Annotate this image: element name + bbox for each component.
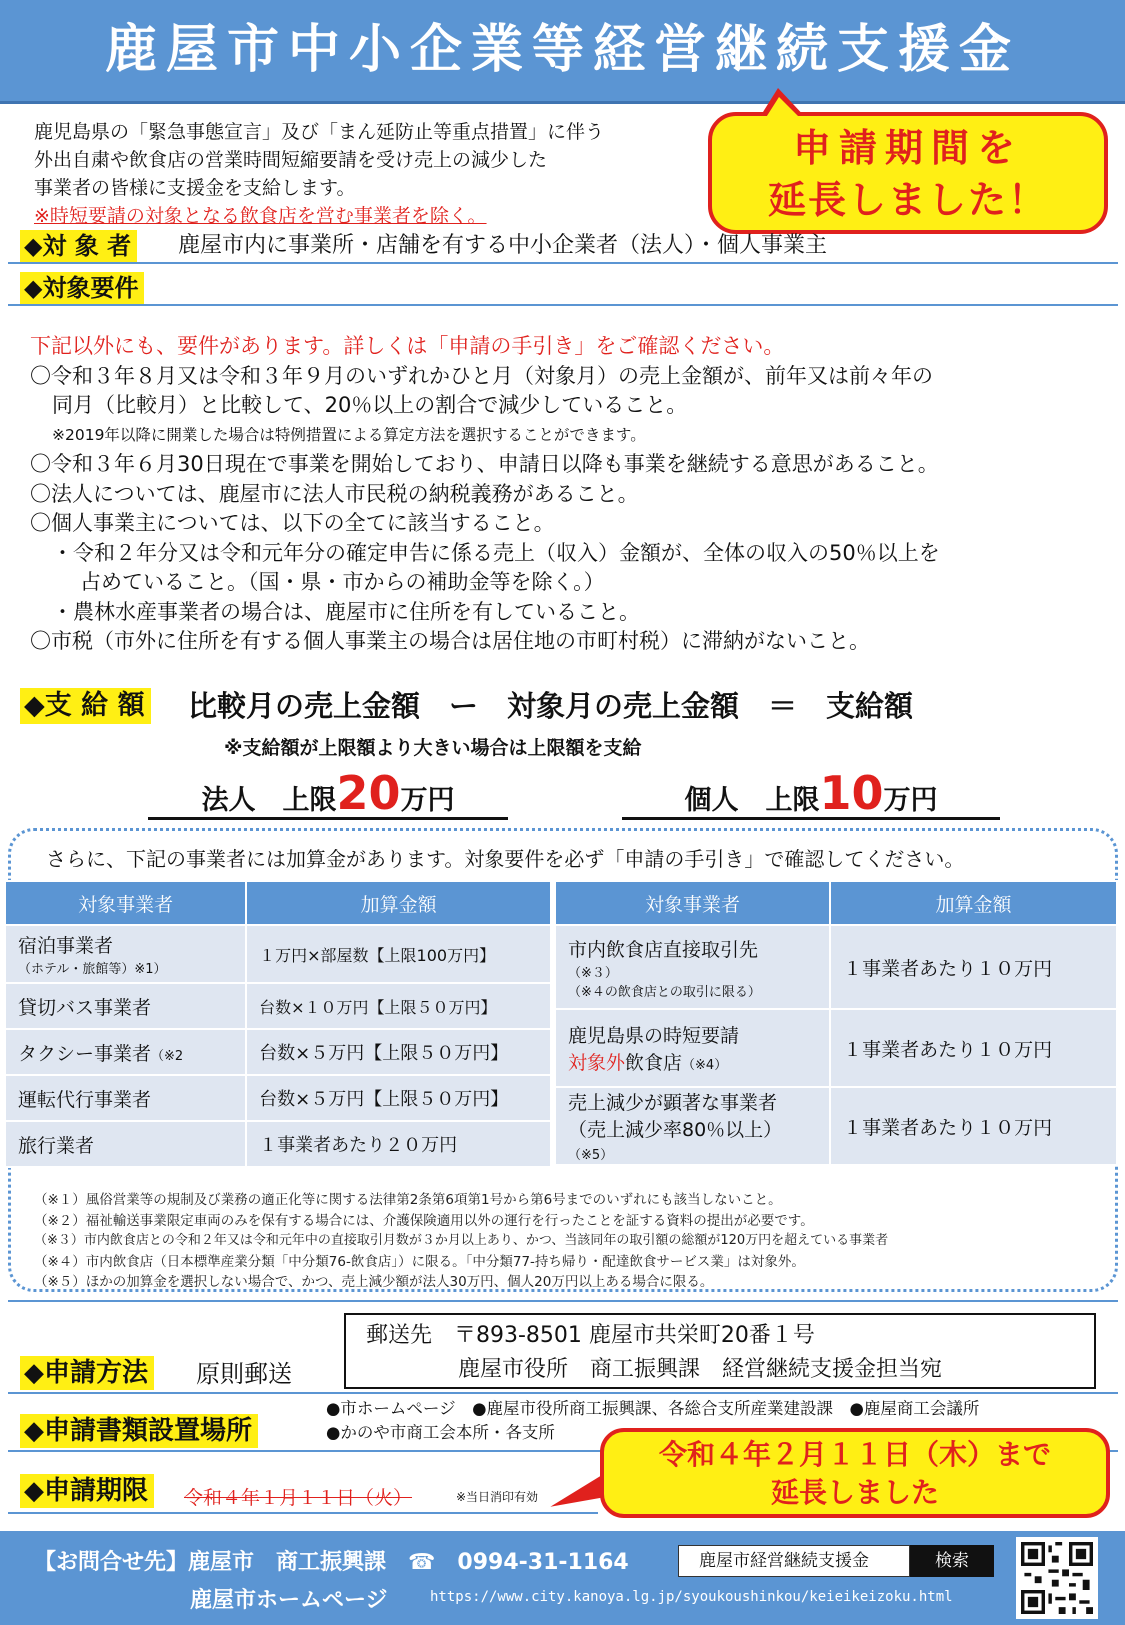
requirements-label: ◆対象要件 <box>20 272 144 304</box>
table-cell: １事業者あたり１０万円 <box>830 1087 1117 1165</box>
business-type-note: （※４の飲食店との取引に限る） <box>568 984 761 1000</box>
table-cell: 台数×５万円【上限５０万円】 <box>246 1029 551 1075</box>
qr-code-graphic <box>1021 1542 1093 1614</box>
search-input[interactable]: 鹿屋市経営継続支援金 <box>678 1545 910 1577</box>
footnote: （※２）福祉輸送事業限定車両のみを保有する場合には、介護保険適用以外の運行を行ったことを証する資料の提出が必要です。 <box>34 1212 814 1229</box>
table-header: 加算金額 <box>830 881 1117 925</box>
table-header: 加算金額 <box>246 881 551 925</box>
business-type: タクシー事業者 <box>18 1042 152 1065</box>
footnote: （※３）市内飲食店との令和２年又は令和元年中の直接取引月数が３か月以上あり、かつ、当該同年の取引額の総額が120万円を超えている事業者 <box>34 1233 889 1248</box>
page-title: 鹿屋市中小企業等経営継続支援金 <box>104 20 1020 80</box>
target-text: 鹿屋市内に事業所・店舗を有する中小企業者（法人）・個人事業主 <box>178 233 828 258</box>
table-header: 対象事業者 <box>555 881 830 925</box>
extension-banner <box>708 112 1108 234</box>
corp-limit-prefix: 法人 上限 <box>201 785 337 816</box>
requirements-notice: 下記以外にも、要件があります。詳しくは「申請の手引き」をご確認ください。 <box>30 334 785 358</box>
requirement-item: 〇法人については、鹿屋市に法人市民税の納税義務があること。 <box>30 481 639 506</box>
table-cell: 旅行業者 <box>5 1121 246 1167</box>
requirement-item: 〇令和３年８月又は令和３年９月のいずれかひと月（対象月）の売上金額が、前年又は前々年の <box>30 363 933 388</box>
business-type-note: （※2 <box>151 1048 184 1064</box>
business-type: （売上減少率80％以上） <box>568 1119 783 1141</box>
mailing-address-box <box>344 1313 1096 1389</box>
additional-grant-table-left <box>4 880 552 1168</box>
table-row <box>5 925 551 983</box>
table-cell <box>555 925 830 1009</box>
requirement-item: ・令和２年分又は令和元年分の確定申告に係る売上（収入）金額が、全体の収入の50％以上を <box>52 540 940 565</box>
requirement-item: ・農林水産事業者の場合は、鹿屋市に住所を有していること。 <box>52 599 640 624</box>
table-cell <box>555 1009 830 1087</box>
requirement-item: 占めていること。（国・県・市からの補助金等を除く。） <box>80 570 605 594</box>
payment-formula: 比較月の売上金額 ー 対象月の売上金額 ＝ 支給額 <box>188 689 914 723</box>
footnotes <box>34 1190 1119 1293</box>
divider <box>8 304 1118 306</box>
additional-grant-table-right <box>554 880 1118 1166</box>
requirement-item: ※2019年以降に開業した場合は特例措置による算定方法を選択することができます。 <box>52 425 646 444</box>
intro-note: ※時短要請の対象となる飲食店を営む事業者を除く。 <box>34 205 487 227</box>
requirement-item: 〇令和３年６月30日現在で事業を開始しており、申請日以降も事業を継続する意思があること。 <box>30 452 939 476</box>
table-row <box>5 983 551 1029</box>
method-text: 原則郵送 <box>196 1360 292 1388</box>
target-label: ◆対 象 者 <box>20 230 137 262</box>
table-row <box>555 1087 1117 1165</box>
divider <box>8 262 1118 264</box>
table-cell: １事業者あたり２０万円 <box>246 1121 551 1167</box>
requirement-item: 〇個人事業主については、以下の全てに該当すること。 <box>30 511 555 535</box>
new-deadline-line1: 令和４年２月１１日（木）まで <box>658 1438 1051 1471</box>
footnote: （※５）ほかの加算金を選択しない場合で、かつ、売上減少額が法人30万円、個人20万円以上ある場合に限る。 <box>34 1274 714 1290</box>
table-row <box>555 925 1117 1009</box>
bubble-tail <box>547 1475 606 1506</box>
table-row <box>5 1029 551 1075</box>
divider <box>8 1512 598 1514</box>
payment-note: ※支給額が上限額より大きい場合は上限額を支給 <box>224 737 642 759</box>
table-cell: １万円×部屋数【上限100万円】 <box>246 925 551 983</box>
mailing-address-line1: 郵送先 〒893-8501 鹿屋市共栄町20番１号 <box>366 1323 815 1348</box>
old-deadline: 令和４年１月１１日（火） <box>184 1487 413 1509</box>
table-cell <box>555 1087 830 1165</box>
individual-limit-suffix: 万円 <box>883 785 938 816</box>
footnote: （※４）市内飲食店（日本標準産業分類「中分類76-飲食店」）に限る。「中分類77-持ち帰り・配達飲食サービス業」は対象外。 <box>34 1253 805 1270</box>
corp-limit <box>148 760 508 820</box>
table-row <box>5 1075 551 1121</box>
header-banner <box>0 0 1125 104</box>
footer <box>0 1531 1125 1625</box>
table-row <box>5 1121 551 1167</box>
table-cell: １事業者あたり１０万円 <box>830 925 1117 1009</box>
business-type: 鹿児島県の時短要請 <box>568 1025 740 1047</box>
intro-line: 外出自粛や飲食店の営業時間短縮要請を受け売上の減少した <box>34 149 548 171</box>
intro-line: 鹿児島県の「緊急事態宣言」及び「まん延防止等重点措置」に伴う <box>34 121 605 143</box>
table-row <box>555 1009 1117 1087</box>
search-button[interactable]: 検索 <box>910 1545 994 1577</box>
intro-text <box>34 118 694 230</box>
new-deadline-line2: 延長しました <box>770 1476 939 1509</box>
places-line: ●市ホームページ ●鹿屋市役所商工振興課、各総合支所産業建設課 ●鹿屋商工会議所 <box>326 1399 980 1418</box>
business-type-note: （※３） <box>568 965 618 981</box>
requirement-item: 同月（比較月）と比較して、20％以上の割合で減少していること。 <box>52 393 688 417</box>
corp-limit-amount: 20 <box>336 766 401 820</box>
homepage-label: 鹿屋市ホームページ <box>190 1588 388 1613</box>
extension-banner-line2: 延長しました！ <box>767 178 1048 222</box>
footnote: （※１）風俗営業等の規制及び業務の適正化等に関する法律第2条第6項第1号から第6号までのいずれにも該当しないこと。 <box>34 1192 782 1208</box>
table-cell: 貸切バス事業者 <box>5 983 246 1029</box>
contact-info: 【お問合せ先】鹿屋市 商工振興課 ☎ 0994-31-1164 <box>34 1550 629 1575</box>
homepage-url[interactable]: https://www.city.kanoya.lg.jp/syoukoushinkou/keieikeizoku.html <box>430 1589 953 1605</box>
additional-grant-intro: さらに、下記の事業者には加算金があります。対象要件を必ず「申請の手引き」で確認してください。 <box>46 847 965 871</box>
table-header: 対象事業者 <box>5 881 246 925</box>
table-cell: 台数×１０万円【上限５０万円】 <box>246 983 551 1029</box>
qr-code-icon[interactable] <box>1016 1537 1098 1619</box>
individual-limit-amount: 10 <box>819 766 884 820</box>
business-type-note: （※4） <box>682 1058 728 1073</box>
method-label: ◆申請方法 <box>20 1356 154 1390</box>
business-type-highlight: 対象外 <box>568 1052 626 1074</box>
table-cell: 運転代行事業者 <box>5 1075 246 1121</box>
individual-limit <box>622 760 1000 820</box>
business-type-note: （※5） <box>568 1148 614 1163</box>
bubble-tail-inner <box>765 97 801 119</box>
table-cell <box>5 1029 246 1075</box>
deadline-note: ※当日消印有効 <box>456 1490 539 1504</box>
places-line: ●かのや市商工会本所・各支所 <box>326 1423 555 1442</box>
intro-line: 事業者の皆様に支援金を支給します。 <box>34 177 356 199</box>
business-type: 市内飲食店直接取引先 <box>568 938 759 961</box>
business-type: 宿泊事業者 <box>18 935 114 957</box>
table-cell: 台数×５万円【上限５０万円】 <box>246 1075 551 1121</box>
extension-banner-line1: 申請期間を <box>792 126 1023 170</box>
divider <box>8 1300 1118 1302</box>
divider <box>8 1392 1118 1394</box>
business-type-note: （ホテル・旅館等）※1） <box>18 962 167 977</box>
places-label: ◆申請書類設置場所 <box>20 1414 258 1448</box>
business-type: 飲食店 <box>625 1052 683 1074</box>
table-cell: １事業者あたり１０万円 <box>830 1009 1117 1087</box>
deadline-label: ◆申請期限 <box>20 1474 154 1508</box>
table-cell <box>5 925 246 983</box>
new-deadline-banner <box>600 1428 1110 1518</box>
business-type: 売上減少が顕著な事業者 <box>568 1092 778 1114</box>
requirements-list <box>30 332 1110 657</box>
payment-label: ◆支 給 額 <box>20 688 151 724</box>
corp-limit-suffix: 万円 <box>400 785 455 816</box>
individual-limit-prefix: 個人 上限 <box>684 785 820 816</box>
requirement-item: 〇市税（市外に住所を有する個人事業主の場合は居住地の市町村税）に滞納がないこと。 <box>30 629 870 653</box>
mailing-address-line2: 鹿屋市役所 商工振興課 経営継続支援金担当宛 <box>458 1357 943 1382</box>
